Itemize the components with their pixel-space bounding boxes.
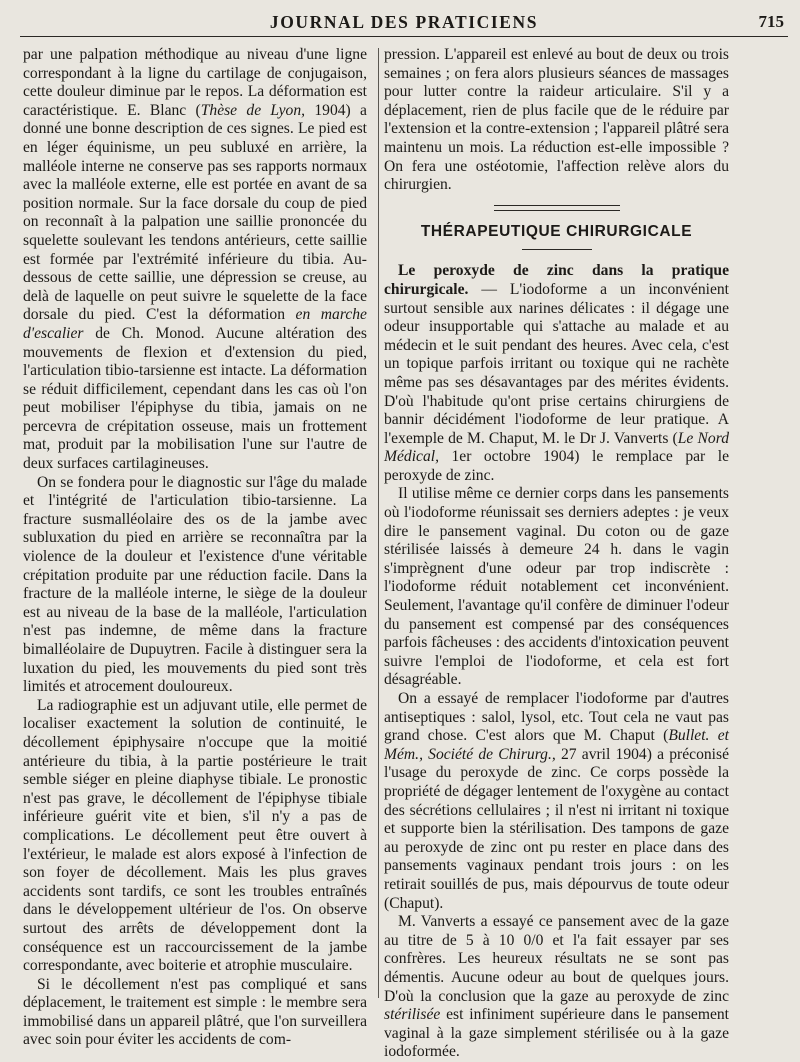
citation-italic: Le Nord Médical,	[384, 429, 729, 466]
text-run: est infiniment supérieure dans le pansement vaginal à la gaze simplement stérilisée ou à la gaze iodoformée.	[384, 1006, 729, 1061]
paragraph: La radiographie est un adjuvant utile, elle permet de localiser exactement la solution de continuité, le décollement épiphysaire n'occupe que la moitié antérieure du tibia, à la partie postérieure le trait semble siéger en pleine diaphyse tibiale. Le pronostic n'est pas grave, le décollement de l'épiphyse tibiale inférieure guérit vite et bien, s'il n'y a pas de complications. Le décollement peut être ouvert à l'extérieur, le malade est alors exposé à l'infection de son foyer de décollement. Mais les plus graves accidents sont tardifs, ce sont les troubles entraînés dans le développement ultérieur de l'os. On observe surtout des arrêts de développement dont la conséquence est un raccourcissement de la jambe correspondante, avec boiterie et atrophie musculaire.	[23, 696, 367, 975]
text-run: On a essayé de remplacer l'iodoforme par d'autres antiseptiques : salol, lysol, etc. Tout cela ne vaut pas grand chose. C'est alors que M. Chaput (	[384, 690, 729, 745]
paragraph: pression. L'appareil est enlevé au bout de deux ou trois semaines ; on fera alors plusieurs séances de massages pour lutter contre la raideur articulaire. S'il y a déplacement, rien de plus facile que de le réduire par l'extension et la contre-extension ; l'appareil plâtré sera maintenu un mois. La réduction est-elle impossible ? On fera une ostéotomie, l'affection relève alors du chirurgien.	[384, 46, 729, 194]
section-separator	[494, 205, 620, 211]
paragraph: Il utilise même ce dernier corps dans les pansements où l'iodoforme réunissait ses derniers adeptes : je veux dire le pansement vaginal. Du coton ou de gaze stérilisée laissés à demeure 24 h. dans le vagin s'imprègnent d'une odeur par trop indiscrète : l'iodoforme réduit notablement cet inconvénient. Seulement, l'avantage qu'il confère de diminuer l'odeur du pansement est compensé par des conséquences parfois fâcheuses : des accidents d'intoxication peuvent suivre l'emploi de l'iodoforme, et cela est fort désagréable.	[384, 485, 729, 689]
text-run: 1904) a donné une bonne description de ces signes. Le pied est en léger équinisme, un peu subluxé en arrière, la malléole interne ne conserve pas ses rapports normaux avec la malléole externe, elle est portée en avant de sa position normale. Sur la face dorsale du coup de pied on reconnaît à la palpation une saillie prononcée du squelette soulevant les tendons antérieurs, cette saillie est formée par l'extrémité inférieure du tibia. Au-dessous de cette saillie, une dépression se creuse, au delà de laquelle on peut suivre le squelette de la face dorsale du pied. C'est la déformation	[23, 101, 367, 324]
paragraph	[384, 913, 729, 1062]
left-column	[23, 46, 367, 1050]
paragraph	[384, 262, 729, 485]
citation-italic: Thèse de Lyon,	[200, 101, 306, 119]
page-number: 715	[758, 12, 784, 31]
text-run: 1er octobre 1904) le remplace par le peroxyde de zinc.	[384, 448, 729, 484]
article-title: Le peroxyde de zinc dans la pratique chirurgicale.	[384, 262, 729, 298]
text-run: 27 avril 1904) a préconisé l'usage du peroxyde de zinc. Ce corps possède la propriété de dégager lentement de l'oxygène au contact des sécrétions cellulaires ; il n'est ni irritant ni toxique et supporte bien la stérilisation. Des tampons de gaze au peroxyde de zinc ont pu rester en place dans des pansements vaginaux pendant trois jours : on les retirait souillés de pus, mais dépourvus de toute odeur (Chaput).	[384, 745, 729, 912]
text-run: par une palpation méthodique au niveau d'une ligne correspondant à la ligne du cartilage de conjugaison, cette douleur diminue par le repos. La déformation est caractéristique. E. Blanc (	[23, 46, 367, 119]
paragraph	[23, 46, 367, 474]
heading-rule	[522, 249, 592, 250]
page-header	[20, 8, 788, 37]
running-title: JOURNAL DES PRATICIENS	[269, 12, 539, 32]
right-column	[384, 46, 729, 1062]
term-italic: en marche d'escalier	[23, 306, 367, 342]
paragraph	[384, 690, 729, 913]
text-run: — L'iodoforme a un inconvénient surtout sensible aux narines délicates : il dégage une odeur insupportable qui s'attache au malade et au médecin et le suit pendant des heures. Avec cela, c'est un topique parfois irritant ou toxique qui ne rachète même pas ses désavantages par des mérites évidents. D'où l'habitude qu'ont prise certains chirurgiens de bannir décidément l'iodoforme de leur pratique. A l'exemple de M. Chaput, M. le Dr J. Vanverts (	[384, 280, 729, 447]
paragraph: On se fondera pour le diagnostic sur l'âge du malade et l'intégrité de l'articulation tibio-tarsienne. La fracture susmalléolaire des os de la jambe avec subluxation du pied en arrière se reconnaîtra par la violence de la douleur et l'existence d'une véritable crépitation produite par une réduction facile. Dans la fracture de la malléole interne, le siège de la douleur est au niveau de la base de la malléole, l'articulation n'est pas indemne, de même dans la fracture bimalléolaire de Dupuytren. Facile à distinguer sera la luxation du pied, les mouvements du pied sont très limités et atrocement douloureux.	[23, 473, 367, 696]
text-run: de Ch. Monod. Aucune altération des mouvements de flexion et d'extension du pied, l'articulation tibio-tarsienne est intacte. La déformation se réduit difficilement, cependant dans les cas où l'on peut mobiliser l'épiphyse du tibia, jamais on ne percevra de crépitation osseuse, mais un frottement mat, produit par la mobilisation l'une sur l'autre de deux surfaces cartilagineuses.	[23, 324, 367, 473]
section-heading: THÉRAPEUTIQUE CHIRURGICALE	[420, 222, 693, 240]
term-italic: stérilisée	[384, 1006, 441, 1024]
paragraph: Si le décollement n'est pas compliqué et sans déplacement, le traitement est simple : le membre sera immobilisé dans un appareil plâtré, que l'on surveillera avec soin pour éviter les accidents de com-	[23, 975, 367, 1049]
citation-italic: Bullet. et Mém., Société de Chirurg.,	[384, 727, 729, 763]
column-divider	[378, 48, 379, 998]
text-run: M. Vanverts a essayé ce pansement avec de la gaze au titre de 5 à 10 0/0 et l'a fait essayer par ses confrères. Les heureux résultats ne se sont pas démentis. Aucune odeur au bout de quelques jours. D'où la conclusion que la gaze au peroxyde de zinc	[384, 913, 729, 1005]
